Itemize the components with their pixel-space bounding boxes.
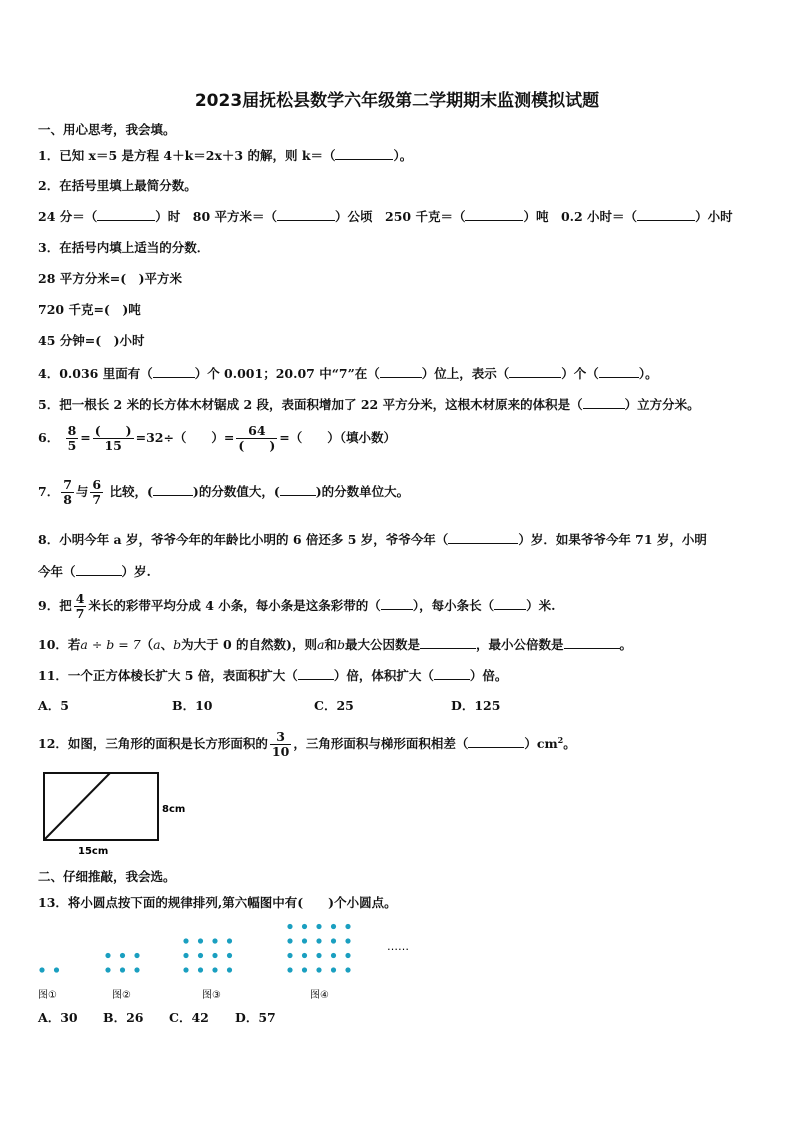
option-a[interactable]: A．30 xyxy=(38,1010,78,1025)
dot-fig-1 xyxy=(39,967,44,972)
dot-fig-4 xyxy=(345,967,350,972)
dot-fig-4 xyxy=(331,938,336,943)
answer-blank[interactable] xyxy=(599,365,639,378)
dot-fig-4 xyxy=(316,953,321,958)
dot-fig-3 xyxy=(183,953,188,958)
question-8-line-2: 今年（ ）岁. xyxy=(38,564,151,579)
dot-fig-2 xyxy=(105,953,110,958)
answer-blank[interactable] xyxy=(298,667,334,680)
fraction-3-10: $\frac{3}{10}$ xyxy=(271,729,290,760)
dot-fig-3 xyxy=(227,938,232,943)
question-3-line-2: 720 千克=( )吨 xyxy=(38,302,141,317)
question-6: 6． $\frac{8}{5}$ = $\frac{( )}{15}$ =32÷（ ）= $\frac{64}{( )}$ =（ ）（填小数） xyxy=(38,423,396,453)
option-c[interactable]: C．25 xyxy=(314,698,354,713)
option-b[interactable]: B．10 xyxy=(172,698,213,713)
fraction-8-5: $\frac{8}{5}$ xyxy=(67,423,77,453)
page-title: 2023届抚松县数学六年级第二学期期末监测模拟试题 xyxy=(194,91,600,111)
rectangle-triangle-figure xyxy=(38,768,198,858)
option-b[interactable]: B．26 xyxy=(103,1010,144,1025)
answer-blank[interactable] xyxy=(277,208,335,221)
width-label: 15cm xyxy=(78,846,109,857)
question-2-title: 2．在括号里填上最简分数。 xyxy=(38,178,197,193)
question-9: 9．把 $\frac{4}{7}$ 米长的彩带平均分成 4 小条，每小条是这条彩带的（ ），每小条长（ ）米. xyxy=(38,591,556,621)
question-11: 11．一个正方体棱长扩大 5 倍，表面积扩大（ ）倍，体积扩大（ ）倍。 xyxy=(38,668,508,683)
dot-pattern-figure xyxy=(36,916,436,1006)
fraction-64-blank: $\frac{64}{( )}$ xyxy=(238,423,276,453)
answer-blank[interactable] xyxy=(509,365,561,378)
question-5: 5．把一根长 2 米的长方体木材锯成 2 段，表面积增加了 22 平方分米，这根木材原来的体积是（ ）立方分米。 xyxy=(38,397,700,412)
answer-blank[interactable] xyxy=(381,597,413,610)
option-d[interactable]: D．57 xyxy=(235,1010,276,1025)
question-8-line-1: 8．小明今年 a 岁，爷爷今年的年龄比小明的 6 倍还多 5 岁，爷爷今年（ ）岁．如果爷爷今年 71 岁，小明 xyxy=(38,532,707,547)
dot-fig-4 xyxy=(316,924,321,929)
question-4: 4．0.036 里面有（ ）个 0.001；20.07 中“7”在（ ）位上，表示（ ）个（ ）。 xyxy=(38,366,658,381)
answer-blank[interactable] xyxy=(494,597,526,610)
answer-blank[interactable] xyxy=(564,636,620,649)
diagonal-line xyxy=(44,773,110,840)
dot-fig-3 xyxy=(212,938,217,943)
fraction-6-7: $\frac{6}{7}$ xyxy=(92,477,102,507)
dot-fig-4 xyxy=(302,953,307,958)
answer-blank[interactable] xyxy=(76,563,122,576)
dot-fig-4 xyxy=(302,938,307,943)
dot-fig-3 xyxy=(198,967,203,972)
question-3-line-1: 28 平方分米=( )平方米 xyxy=(38,271,183,286)
dot-fig-3 xyxy=(198,953,203,958)
dot-fig-4 xyxy=(331,967,336,972)
dot-fig-2 xyxy=(134,953,139,958)
question-10: 10．若a ÷ b = 7（a、b为大于 0 的自然数)，则a和b最大公因数是 ，最小公倍数是 。 xyxy=(38,637,633,652)
question-1: 1．已知 x＝5 是方程 4＋k＝2x＋3 的解，则 k＝（ ）。 xyxy=(38,148,413,163)
figure-2-label: 图② xyxy=(112,990,131,1001)
answer-blank[interactable] xyxy=(335,147,393,160)
answer-blank[interactable] xyxy=(153,483,193,496)
figure-1-label: 图① xyxy=(38,990,57,1001)
answer-blank[interactable] xyxy=(380,365,422,378)
figure-3-label: 图③ xyxy=(202,990,221,1001)
dot-fig-3 xyxy=(198,938,203,943)
section-1-heading: 一、用心思考，我会填。 xyxy=(38,122,176,137)
dot-fig-4 xyxy=(331,953,336,958)
answer-blank[interactable] xyxy=(465,208,523,221)
answer-blank[interactable] xyxy=(637,208,695,221)
height-label: 8cm xyxy=(162,804,186,815)
dot-fig-3 xyxy=(183,938,188,943)
dot-fig-4 xyxy=(287,953,292,958)
dot-fig-4 xyxy=(287,938,292,943)
dot-fig-3 xyxy=(212,953,217,958)
dot-fig-4 xyxy=(316,938,321,943)
dot-fig-4 xyxy=(287,924,292,929)
answer-blank[interactable] xyxy=(448,531,518,544)
answer-blank[interactable] xyxy=(434,667,470,680)
question-13: 13．将小圆点按下面的规律排列,第六幅图中有( )个小圆点。 xyxy=(38,895,397,910)
answer-blank[interactable] xyxy=(468,735,524,748)
question-2: 24 分＝（ ）时 80 平方米＝（ ）公顷 250 千克＝（ ）吨 0.2 小时＝（ ）小时 xyxy=(38,209,733,224)
dot-fig-2 xyxy=(105,967,110,972)
figure-4-label: 图④ xyxy=(310,990,329,1001)
dot-fig-2 xyxy=(120,953,125,958)
dot-fig-4 xyxy=(345,938,350,943)
option-c[interactable]: C．42 xyxy=(169,1010,209,1025)
answer-blank[interactable] xyxy=(280,483,316,496)
ellipsis-text: …… xyxy=(387,940,409,953)
fraction-blank-15: $\frac{( )}{15}$ xyxy=(94,423,132,453)
dot-fig-3 xyxy=(183,967,188,972)
dot-fig-2 xyxy=(120,967,125,972)
fraction-7-8: $\frac{7}{8}$ xyxy=(63,477,72,507)
question-3-title: 3．在括号内填上适当的分数． xyxy=(38,240,210,255)
dot-fig-2 xyxy=(134,967,139,972)
option-a[interactable]: A．5 xyxy=(38,698,69,713)
question-3-line-3: 45 分钟=( )小时 xyxy=(38,333,145,348)
question-7: 7． $\frac{7}{8}$ 与 $\frac{6}{7}$ 比较，( )的分数值大，( )的分数单位大。 xyxy=(38,477,410,507)
dot-fig-4 xyxy=(345,953,350,958)
dot-fig-4 xyxy=(302,924,307,929)
answer-blank[interactable] xyxy=(583,396,625,409)
answer-blank[interactable] xyxy=(153,365,195,378)
dot-fig-4 xyxy=(302,967,307,972)
dot-fig-4 xyxy=(316,967,321,972)
dot-fig-3 xyxy=(227,967,232,972)
dot-fig-1 xyxy=(54,967,59,972)
section-2-heading: 二、仔细推敲，我会选。 xyxy=(38,869,176,884)
dot-fig-4 xyxy=(287,967,292,972)
dot-fig-3 xyxy=(212,967,217,972)
answer-blank[interactable] xyxy=(420,636,476,649)
dot-fig-4 xyxy=(331,924,336,929)
dot-fig-4 xyxy=(345,924,350,929)
answer-blank[interactable] xyxy=(97,208,155,221)
question-12: 12．如图，三角形的面积是长方形面积的 $\frac{3}{10}$ ，三角形面积与梯形面积相差（ ）$cm^2$。 xyxy=(38,729,576,760)
fraction-4-7: $\frac{4}{7}$ xyxy=(75,591,85,621)
option-d[interactable]: D．125 xyxy=(451,698,501,713)
dot-fig-3 xyxy=(227,953,232,958)
